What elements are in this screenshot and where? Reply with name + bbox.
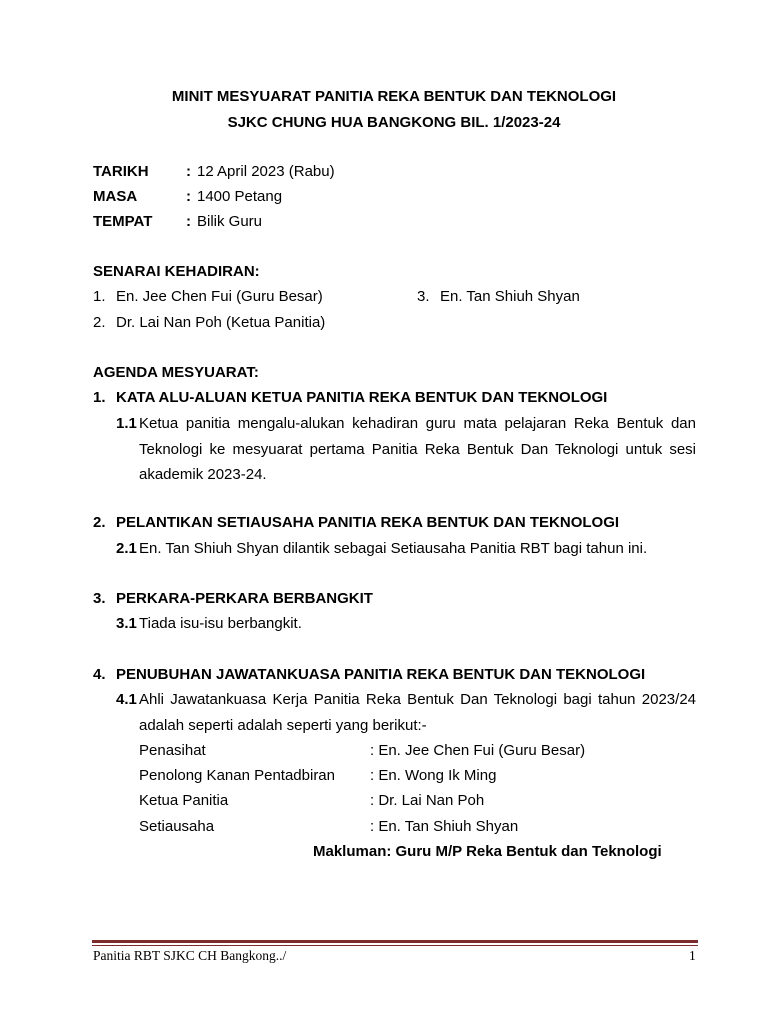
time-separator: : [186, 188, 191, 205]
agenda-subitem-number: 3.1 [116, 615, 137, 632]
agenda-item-number: 3. [93, 590, 106, 607]
page-number: 1 [689, 948, 696, 963]
attendee-number: 3. [417, 288, 430, 305]
committee-member: : Dr. Lai Nan Poh [370, 792, 485, 809]
agenda-subitem-number: 1.1 [116, 415, 137, 432]
agenda-subitem-text: Ahli Jawatankuasa Kerja Panitia Reka Bentuk Dan Teknologi bagi tahun 2023/24 adalah seperti adalah seperti yang berikut:- [139, 691, 696, 734]
document-title: MINIT MESYUARAT PANITIA REKA BENTUK DAN TEKNOLOGI [171, 88, 617, 105]
footer-label: Panitia RBT SJKC CH Bangkong../ [93, 948, 287, 963]
makluman-note: Makluman: Guru M/P Reka Bentuk dan Teknologi [313, 843, 662, 860]
agenda-item-title: PENUBUHAN JAWATANKUASA PANITIA REKA BENTUK DAN TEKNOLOGI [116, 666, 646, 683]
agenda-subitem-text: Tiada isu-isu berbangkit. [139, 615, 302, 632]
agenda-subitem-text: Ketua panitia mengalu-alukan kehadiran guru mata pelajaran Reka Bentuk dan Teknologi ke mesyuarat pertama Panitia Reka Bentuk Dan Teknologi untuk sesi akademik 2023-24. [139, 415, 696, 483]
agenda-item-title: PELANTIKAN SETIAUSAHA PANITIA REKA BENTUK DAN TEKNOLOGI [116, 514, 620, 531]
venue-value: Bilik Guru [197, 213, 263, 230]
attendee-number: 2. [93, 314, 106, 331]
date-separator: : [186, 163, 191, 180]
footer-rule-thin [92, 945, 698, 946]
committee-member: : En. Tan Shiuh Shyan [370, 818, 519, 835]
agenda-subitem-number: 4.1 [116, 691, 137, 708]
committee-role: Ketua Panitia [139, 792, 229, 809]
agenda-item-number: 4. [93, 666, 106, 683]
footer-rule-thick [92, 940, 698, 943]
attendance-heading: SENARAI KEHADIRAN: [93, 263, 260, 280]
committee-member: : En. Jee Chen Fui (Guru Besar) [370, 742, 586, 759]
committee-member: : En. Wong Ik Ming [370, 767, 497, 784]
agenda-item-title: PERKARA-PERKARA BERBANGKIT [116, 590, 373, 607]
venue-label: TEMPAT [93, 213, 153, 230]
time-value: 1400 Petang [197, 188, 283, 205]
committee-role: Setiausaha [139, 818, 215, 835]
time-label: MASA [93, 188, 138, 205]
agenda-subitem-number: 2.1 [116, 540, 137, 557]
attendee-name: En. Tan Shiuh Shyan [440, 288, 580, 305]
agenda-subitem-text: En. Tan Shiuh Shyan dilantik sebagai Setiausaha Panitia RBT bagi tahun ini. [139, 540, 648, 557]
document-subtitle: SJKC CHUNG HUA BANGKONG BIL. 1/2023-24 [227, 114, 561, 131]
committee-role: Penolong Kanan Pentadbiran [139, 767, 335, 784]
committee-role: Penasihat [139, 742, 206, 759]
agenda-item-title: KATA ALU-ALUAN KETUA PANITIA REKA BENTUK DAN TEKNOLOGI [116, 389, 608, 406]
date-label: TARIKH [93, 163, 149, 180]
attendee-name: Dr. Lai Nan Poh (Ketua Panitia) [116, 314, 326, 331]
attendee-number: 1. [93, 288, 106, 305]
agenda-item-number: 2. [93, 514, 106, 531]
attendee-name: En. Jee Chen Fui (Guru Besar) [116, 288, 323, 305]
agenda-heading: AGENDA MESYUARAT: [93, 364, 259, 381]
venue-separator: : [186, 213, 191, 230]
agenda-item-number: 1. [93, 389, 106, 406]
date-value: 12 April 2023 (Rabu) [197, 163, 335, 180]
